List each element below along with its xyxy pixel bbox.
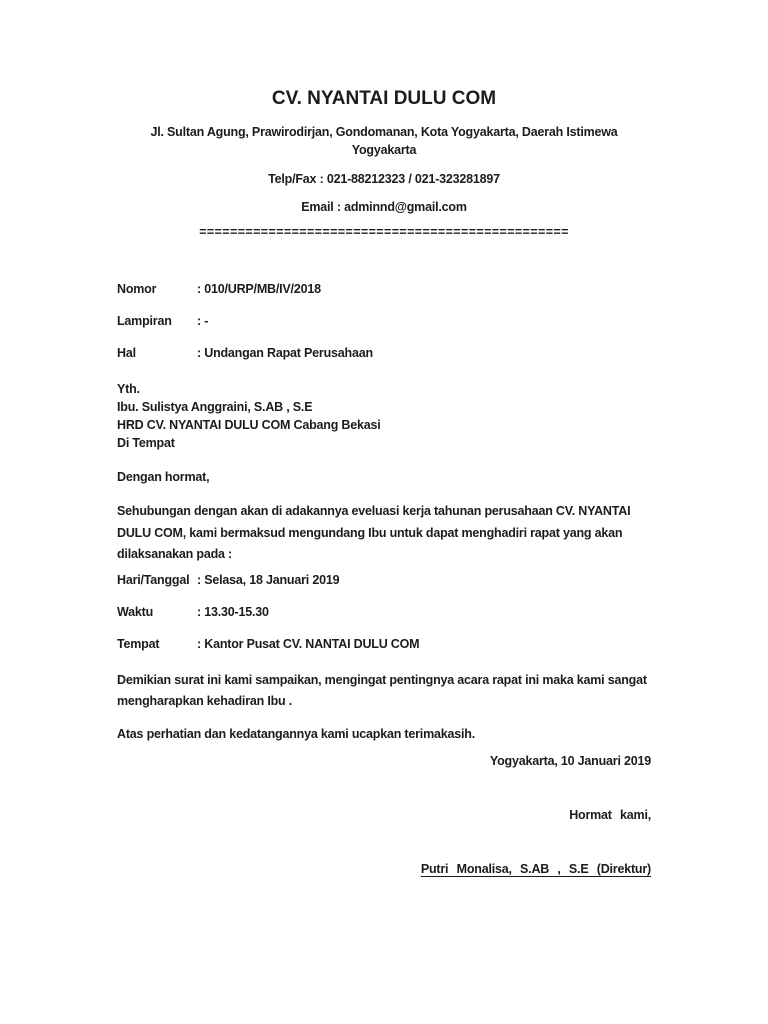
letterhead [117,88,651,239]
meta-row-lampiran [117,315,651,328]
detail-label: Hari/Tanggal [117,572,190,587]
meta-value: : - [197,314,209,328]
closing-place-date: Yogyakarta, 10 Januari 2019 [489,754,651,768]
company-name: CV. NYANTAI DULU COM [271,88,497,109]
company-phone: Telp/Fax : 021-88212323 / 021-323281897 [268,172,500,186]
recipient-line: Di Tempat [117,436,175,450]
detail-value: : 13.30-15.30 [197,604,269,619]
recipient-line: Ibu. Sulistya Anggraini, S.AB , S.E [117,400,313,414]
letter-meta [117,283,651,360]
meta-label: Lampiran [117,314,172,328]
meta-value: : Undangan Rapat Perusahaan [197,346,373,360]
body-paragraph-3: Atas perhatian dan kedatangannya kami ucapkan terimakasih. [117,726,475,741]
detail-row-tempat [117,638,651,651]
body-paragraph-2: Demikian surat ini kami sampaikan, mengingat pentingnya acara rapat ini maka kami sangat mengharapkan kehadiran Ibu . [117,672,647,708]
closing-salutation: Hormat kami, [569,808,651,822]
closing-block [117,752,651,878]
recipient-block [117,380,651,452]
meta-value: : 010/URP/MB/IV/2018 [197,282,321,296]
detail-value: : Kantor Pusat CV. NANTAI DULU COM [197,636,420,651]
signer-name: Putri Monalisa, S.AB , S.E (Direktur) [420,862,651,876]
detail-label: Waktu [117,604,154,619]
company-email: Email : adminnd@gmail.com [301,200,467,214]
meta-label: Hal [117,346,136,360]
opening-salutation: Dengan hormat, [117,470,210,484]
recipient-line: HRD CV. NYANTAI DULU COM Cabang Bekasi [117,418,381,432]
body-paragraph-1: Sehubungan dengan akan di adakannya eveluasi kerja tahunan perusahaan CV. NYANTAI DULU COM, kami bermaksud mengundang Ibu untuk dapat menghadiri rapat yang akan dilaksanakan pada : [117,504,631,561]
detail-label: Tempat [117,636,160,651]
recipient-line: Yth. [117,382,140,396]
detail-value: : Selasa, 18 Januari 2019 [197,572,340,587]
letterhead-separator: ================================================ [199,225,569,239]
meeting-details [117,574,651,651]
detail-row-hari-tanggal [117,574,651,587]
meta-row-hal [117,347,651,360]
meta-row-nomor [117,283,651,296]
signer-wrap [117,824,651,878]
company-address: Jl. Sultan Agung, Prawirodirjan, Gondomanan, Kota Yogyakarta, Daerah Istimewa Yogyakarta [150,125,618,157]
detail-row-waktu [117,606,651,619]
meta-label: Nomor [117,282,157,296]
